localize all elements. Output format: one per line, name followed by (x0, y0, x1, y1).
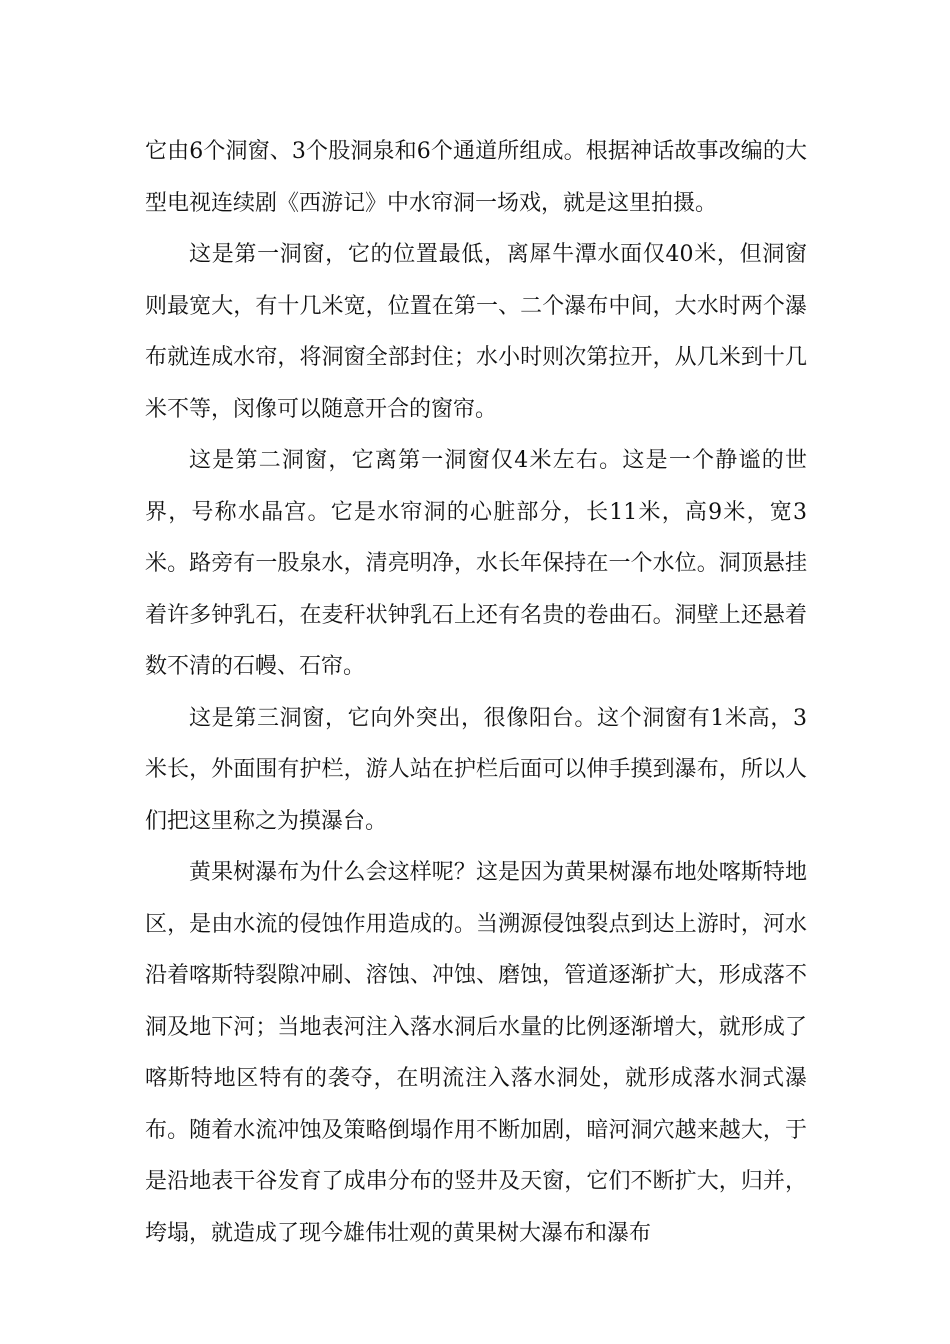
paragraph-4: 这是第三洞窗，它向外突出，很像阳台。这个洞窗有1米高，3米长，外面围有护栏，游人站在护栏后面可以伸手摸到瀑布，所以人们把这里称之为摸瀑台。 (145, 705, 807, 834)
paragraph-2: 这是第一洞窗，它的位置最低，离犀牛潭水面仅40米，但洞窗则最宽大，有十几米宽，位置在第一、二个瀑布中间，大水时两个瀑布就连成水帘，将洞窗全部封住；水小时则次第拉开，从几米到十几米不等，闵像可以随意开合的窗帘。 (145, 242, 807, 422)
paragraph-1: 它由6个洞窗、3个股洞泉和6个通道所组成。根据神话故事改编的大型电视连续剧《西游记》中水帘洞一场戏，就是这里拍摄。 (145, 139, 807, 216)
paragraph-5: 黄果树瀑布为什么会这样呢？这是因为黄果树瀑布地处喀斯特地区，是由水流的侵蚀作用造成的。当溯源侵蚀裂点到达上游时，河水沿着喀斯特裂隙冲刷、溶蚀、冲蚀、磨蚀，管道逐渐扩大，形成落不洞及地下河；当地表河注入落水洞后水量的比例逐渐增大，就形成了喀斯特地区特有的袭夺，在明流注入落水洞处，就形成落水洞式瀑布。随着水流冲蚀及策略倒塌作用不断加剧，暗河洞穴越来越大，于是沿地表干谷发育了成串分布的竖井及天窗，它们不断扩大，归并，垮塌，就造成了现今雄伟壮观的黄果树大瀑布和瀑布 (145, 860, 807, 1246)
document-body (145, 126, 807, 1259)
paragraph-3: 这是第二洞窗，它离第一洞窗仅4米左右。这是一个静谧的世界，号称水晶宫。它是水帘洞的心脏部分，长11米，高9米，宽3米。路旁有一股泉水，清亮明净，水长年保持在一个水位。洞顶悬挂着许多钟乳石，在麦秆状钟乳石上还有名贵的卷曲石。洞壁上还悬着数不清的石幔、石帘。 (145, 448, 807, 679)
